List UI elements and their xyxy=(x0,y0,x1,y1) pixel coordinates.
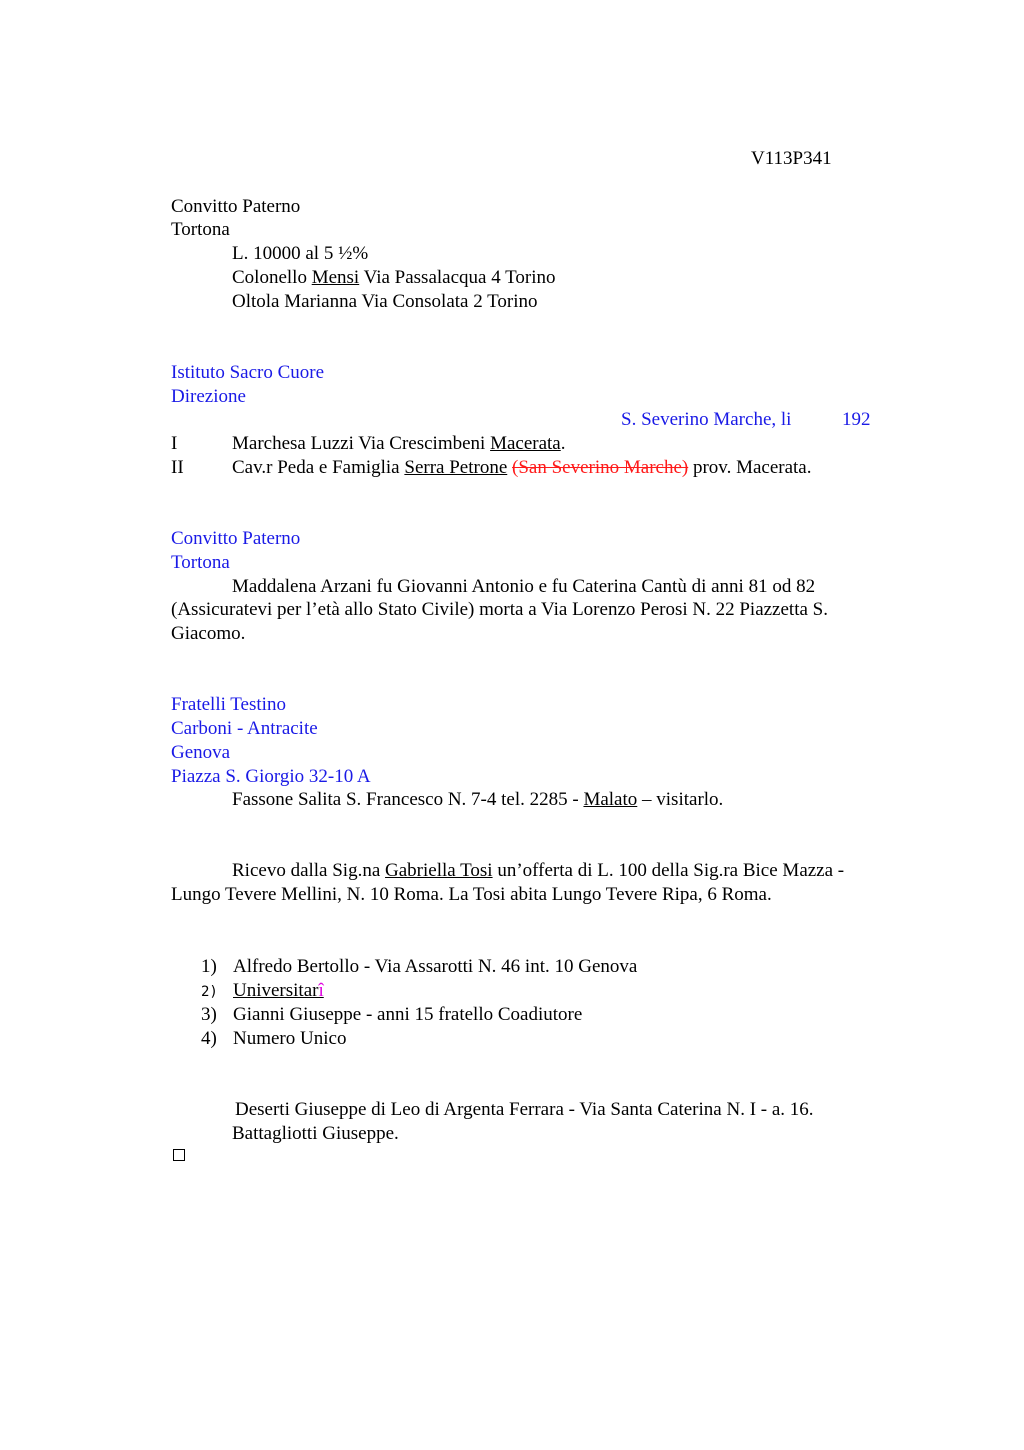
sec2-row-1-text: Marchesa Luzzi Via Crescimbeni xyxy=(232,433,491,454)
sec2-row-1-period: . xyxy=(560,433,566,454)
sec1-heading-2: Tortona xyxy=(171,219,230,240)
document-id: V113P341 xyxy=(751,148,832,169)
sec2-row-1-underlined: Macerata xyxy=(490,433,561,454)
sec4-line xyxy=(232,788,723,812)
sec1-heading-1: Convitto Paterno xyxy=(171,196,301,217)
sec4-heading-3: Genova xyxy=(171,742,231,763)
sec2-row-2-text: Cav.r Peda e Famiglia xyxy=(232,457,405,478)
checkbox-square-icon xyxy=(173,1149,185,1161)
sec6-line-2: Battagliotti Giuseppe. xyxy=(232,1123,399,1144)
sec2-row-2-struck: (San Severino Marche) xyxy=(512,457,689,478)
sec3-paragraph-line-1: Maddalena Arzani fu Giovanni Antonio e fu Caterina Cantù di anni 81 od 82 xyxy=(232,576,816,597)
sec4-line-rest: – visitarlo. xyxy=(637,789,724,810)
sec2-row-2 xyxy=(232,456,812,480)
sec4-heading-4: Piazza S. Giorgio 32-10 A xyxy=(171,766,371,787)
sec1-line-2 xyxy=(232,266,556,290)
sec4-line-underlined: Malato xyxy=(583,789,638,810)
sec5-line-1-rest: un’offerta di L. 100 della Sig.ra Bice Mazza - xyxy=(492,860,845,881)
list-item-3: Gianni Giuseppe - anni 15 fratello Coadiutore xyxy=(233,1004,583,1025)
sec2-row-2-rest: prov. Macerata. xyxy=(688,457,812,478)
list-number-1: 1) xyxy=(201,956,217,977)
sec2-place-date: S. Severino Marche, li xyxy=(621,409,792,430)
sec3-paragraph-line-3: Giacomo. xyxy=(171,623,246,644)
sec2-row-1-number: I xyxy=(171,433,178,454)
sec4-heading-2: Carboni - Antracite xyxy=(171,718,318,739)
list-item-2-text: Universitar xyxy=(233,980,319,1001)
list-item-4: Numero Unico xyxy=(233,1028,347,1049)
sec3-paragraph-line-2: (Assicuratevi per l’età allo Stato Civile) morta a Via Lorenzo Perosi N. 22 Piazzetta S. xyxy=(171,599,828,620)
sec2-row-2-number: II xyxy=(171,457,184,478)
sec2-year: 192 xyxy=(842,409,871,430)
sec3-heading-2: Tortona xyxy=(171,552,230,573)
sec1-line-2-rest: Via Passalacqua 4 Torino xyxy=(359,267,556,288)
sec3-heading-1: Convitto Paterno xyxy=(171,528,301,549)
list-number-3: 3) xyxy=(201,1004,217,1025)
list-item-1: Alfredo Bertollo - Via Assarotti N. 46 int. 10 Genova xyxy=(233,956,638,977)
list-item-2-underlined xyxy=(233,980,324,1001)
sec2-heading-1: Istituto Sacro Cuore xyxy=(171,362,325,383)
sec2-heading-2: Direzione xyxy=(171,386,246,407)
list-item-2 xyxy=(233,979,324,1003)
sec1-line-2-text: Colonello xyxy=(232,267,312,288)
sec4-heading-1: Fratelli Testino xyxy=(171,694,286,715)
sec2-row-1 xyxy=(232,432,566,456)
sec2-row-2-underlined: Serra Petrone xyxy=(404,457,508,478)
sec4-line-text: Fassone Salita S. Francesco N. 7-4 tel. 2285 - xyxy=(232,789,584,810)
sec5-line-2: Lungo Tevere Mellini, N. 10 Roma. La Tosi abita Lungo Tevere Ripa, 6 Roma. xyxy=(171,884,772,905)
list-number-4: 4) xyxy=(201,1028,217,1049)
sec6-line-1: Deserti Giuseppe di Leo di Argenta Ferrara - Via Santa Caterina N. I - a. 16. xyxy=(235,1099,814,1120)
sec5-line-1-text: Ricevo dalla Sig.na xyxy=(232,860,386,881)
sec5-line-1 xyxy=(232,859,844,883)
sec1-line-1: L. 10000 al 5 ½% xyxy=(232,243,369,264)
list-item-2-accent: î xyxy=(318,980,324,1001)
sec1-line-2-underlined: Mensi xyxy=(311,267,360,288)
list-number-2: 2) xyxy=(201,984,218,1000)
sec1-line-3: Oltola Marianna Via Consolata 2 Torino xyxy=(232,291,538,312)
sec5-line-1-underlined: Gabriella Tosi xyxy=(385,860,493,881)
